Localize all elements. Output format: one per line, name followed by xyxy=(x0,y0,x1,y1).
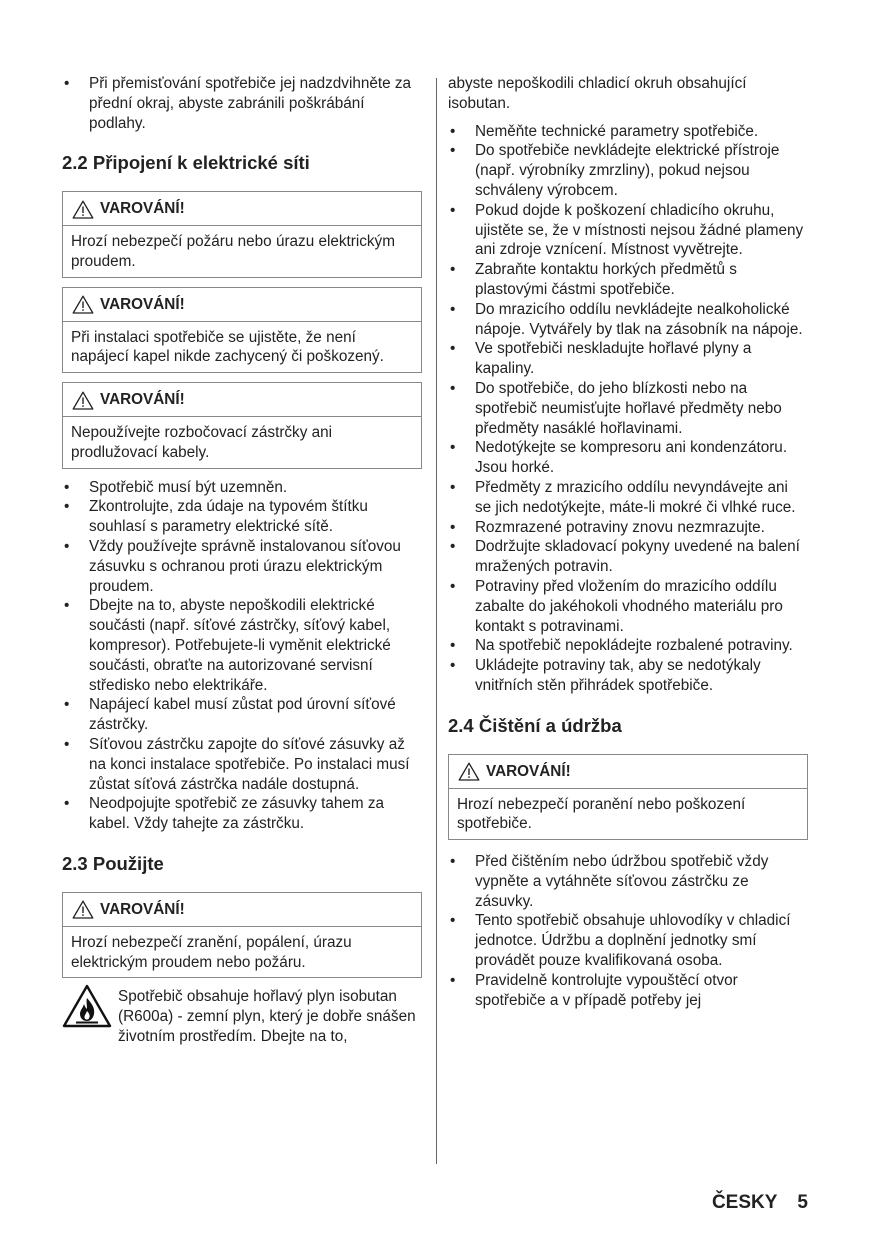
list-item: • Do mrazicího oddílu nevkládejte nealkoholické nápoje. Vytvářely by tlak na zásobník na nápoje. xyxy=(448,300,808,340)
list-item: • Síťovou zástrčku zapojte do síťové zásuvky až na konci instalace spotřebiče. Po instalaci musí zůstat síťová zástrčka nadále dostupná. xyxy=(62,735,422,794)
list-item: • Tento spotřebič obsahuje uhlovodíky v chladicí jednotce. Údržbu a doplnění jednotky smí provádět pouze kvalifikovaná osoba. xyxy=(448,911,808,970)
flammable-gas-paragraph xyxy=(62,987,422,1046)
list-item: • Do spotřebiče nevkládejte elektrické přístroje (např. výrobníky zmrzliny), pokud nejsou schváleny výrobcem. xyxy=(448,141,808,200)
continuation-text: abyste nepoškodili chladicí okruh obsahující isobutan. xyxy=(448,75,747,112)
flammable-warning-icon xyxy=(62,984,112,1028)
list-item: • Vždy používejte správně instalovanou síťovou zásuvku s ochranou proti úrazu elektrickým proudem. xyxy=(62,537,422,596)
section-title-2-4: 2.4 Čištění a údržba xyxy=(448,714,622,736)
intro-bullet-list xyxy=(62,74,422,133)
warning-triangle-icon xyxy=(72,391,94,410)
warning-text: Při instalaci spotřebiče se ujistěte, že není napájecí kapel nikde zachycený či poškozený. xyxy=(71,328,384,366)
warning-triangle-icon xyxy=(458,762,480,781)
list-item: • Do spotřebiče, do jeho blízkosti nebo na spotřebič neumisťujte hořlavé předměty nebo předměty nasáklé hořlavinami. xyxy=(448,379,808,438)
warning-header xyxy=(449,755,807,789)
warning-box xyxy=(62,892,422,978)
warning-box xyxy=(448,754,808,840)
warning-triangle-icon xyxy=(72,295,94,314)
list-item: • Před čištěním nebo údržbou spotřebič vždy vypněte a vytáhněte síťovou zástrčku ze zásuvky. xyxy=(448,852,808,911)
list-item: • Pravidelně kontrolujte vypouštěcí otvor spotřebiče a v případě potřeby jej xyxy=(448,971,808,1011)
warning-label: VAROVÁNÍ! xyxy=(100,391,185,409)
page-number: 5 xyxy=(797,1192,808,1213)
warning-header xyxy=(63,893,421,927)
right-column xyxy=(448,74,808,1010)
column-divider xyxy=(436,78,437,1164)
warning-triangle-icon xyxy=(72,200,94,219)
warning-label: VAROVÁNÍ! xyxy=(486,762,571,780)
bullet-list-2-4 xyxy=(448,852,808,1010)
warning-box xyxy=(62,382,422,468)
list-item: • Potraviny před vložením do mrazicího oddílu zabalte do jakéhokoli vhodného materiálu pro kontakt s potravinami. xyxy=(448,577,808,636)
bullet-list-2-2 xyxy=(62,478,422,834)
warning-text: Hrozí nebezpečí požáru nebo úrazu elektrickým proudem. xyxy=(71,233,395,270)
footer-language: ČESKY xyxy=(711,1192,778,1213)
list-item: • Neodpojujte spotřebič ze zásuvky tahem za kabel. Vždy tahejte za zástrčku. xyxy=(62,794,422,834)
warning-text: Hrozí nebezpečí zranění, popálení, úrazu elektrickým proudem nebo požáru. xyxy=(71,933,352,971)
page-footer xyxy=(712,1192,808,1214)
warning-label: VAROVÁNÍ! xyxy=(100,200,185,218)
warning-label: VAROVÁNÍ! xyxy=(100,900,185,918)
warning-text: Hrozí nebezpečí poranění nebo poškození spotřebiče. xyxy=(457,795,746,833)
list-item: • Nedotýkejte se kompresoru ani kondenzátoru. Jsou horké. xyxy=(448,438,808,478)
list-item: • Napájecí kabel musí zůstat pod úrovní síťové zástrčky. xyxy=(62,695,422,735)
list-item: • Spotřebič musí být uzemněn. xyxy=(62,478,422,498)
warning-box xyxy=(62,191,422,277)
list-item: • Dbejte na to, abyste nepoškodili elektrické součásti (např. síťové zástrčky, síťový kabel, kompresor). Potřebujete-li vyměnit elektrické součásti, obraťte na autorizované servisní středisko nebo elektrikáře. xyxy=(62,596,422,695)
list-item: • Zabraňte kontaktu horkých předmětů s plastovými částmi spotřebiče. xyxy=(448,260,808,300)
section-title-2-2: 2.2 Připojení k elektrické síti xyxy=(62,152,310,174)
warning-text: Nepoužívejte rozbočovací zástrčky ani prodlužovací kabely. xyxy=(71,423,333,461)
list-item: • Na spotřebič nepokládejte rozbalené potraviny. xyxy=(448,636,808,656)
section-title-2-3: 2.3 Použijte xyxy=(62,852,164,874)
list-item: • Pokud dojde k poškození chladicího okruhu, ujistěte se, že v místnosti nejsou žádné plameny ani zdroje vznícení. Místnost vyvětrejte. xyxy=(448,201,808,260)
warning-header xyxy=(63,383,421,417)
list-item: • Ve spotřebiči neskladujte hořlavé plyny a kapaliny. xyxy=(448,339,808,379)
warning-triangle-icon xyxy=(72,900,94,919)
list-item: • Rozmrazené potraviny znovu nezmrazujte. xyxy=(448,518,808,538)
warning-box xyxy=(62,287,422,373)
flammable-gas-text: Spotřebič obsahuje hořlavý plyn isobutan (R600a) - zemní plyn, který je dobře snášen životním prostředím. Dbejte na to, xyxy=(118,988,416,1045)
left-column xyxy=(62,74,422,1047)
warning-header xyxy=(63,288,421,322)
warning-label: VAROVÁNÍ! xyxy=(100,295,185,313)
list-item: • Předměty z mrazicího oddílu nevyndávejte ani se jich nedotýkejte, máte-li mokré či vlhké ruce. xyxy=(448,478,808,518)
list-item: • Ukládejte potraviny tak, aby se nedotýkaly vnitřních stěn přihrádek spotřebiče. xyxy=(448,656,808,696)
list-item: • Neměňte technické parametry spotřebiče. xyxy=(448,122,808,142)
bullet-list-2-3 xyxy=(448,122,808,696)
warning-header xyxy=(63,192,421,226)
list-item: • Při přemisťování spotřebiče jej nadzdvihněte za přední okraj, abyste zabránili poškrábání podlahy. xyxy=(62,74,422,133)
list-item: • Zkontrolujte, zda údaje na typovém štítku souhlasí s parametry elektrické sítě. xyxy=(62,497,422,537)
list-item: • Dodržujte skladovací pokyny uvedené na balení mražených potravin. xyxy=(448,537,808,577)
